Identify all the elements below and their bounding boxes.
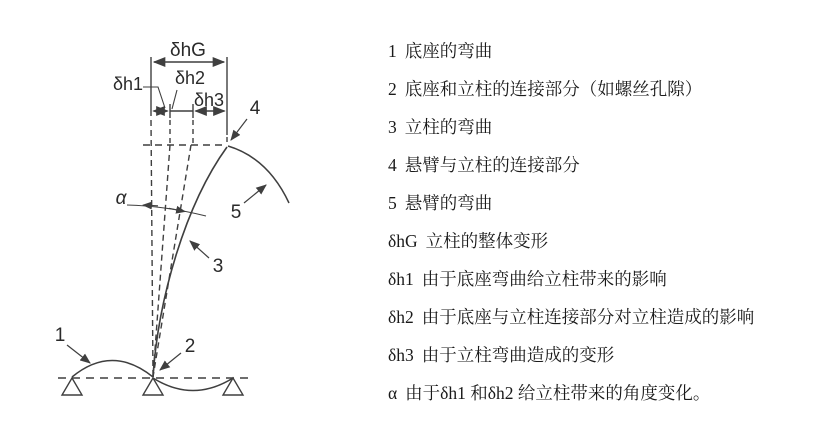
legend-item-dh2 [388, 298, 814, 336]
callout-arrow-3 [190, 241, 209, 258]
base-bend-curve-left [72, 361, 153, 378]
legend-symbol: 2 [388, 79, 397, 99]
legend-text: 由于立柱弯曲造成的变形 [421, 345, 615, 365]
legend-item-4 [388, 146, 814, 184]
legend-text: 底座的弯曲 [404, 41, 493, 61]
support-triangle-right [223, 378, 243, 395]
alpha-arrow-left [143, 205, 158, 206]
legend-text: 底座和立柱的连接部分（如螺丝孔隙） [404, 79, 703, 99]
legend-text: 悬臂的弯曲 [404, 193, 493, 213]
extension-line-left-dashed [151, 120, 153, 377]
legend-symbol: 3 [388, 117, 397, 137]
legend-item-3 [388, 108, 814, 146]
dh1-leader-line [143, 87, 165, 108]
part-label-5: 5 [230, 202, 242, 223]
legend-panel [375, 0, 822, 438]
callout-arrow-4 [231, 119, 247, 140]
legend-item-5 [388, 184, 814, 222]
alpha-label: α [115, 188, 127, 209]
callout-arrow-1 [67, 345, 90, 363]
part-label-3: 3 [212, 256, 224, 277]
support-triangle-left [62, 378, 82, 395]
legend-item-dh1 [388, 260, 814, 298]
base-bend-curve-right [153, 378, 233, 391]
arm-deflection-arc [228, 146, 289, 203]
diagram-svg [0, 0, 375, 438]
part-label-1: 1 [54, 325, 66, 346]
legend-symbol: α [388, 383, 398, 403]
legend-text: 由于δh1 和δh2 给立柱带来的角度变化。 [405, 383, 711, 403]
legend-item-dh3 [388, 336, 814, 374]
part-label-4: 4 [249, 98, 261, 119]
dh2-label: δh2 [174, 68, 206, 88]
legend-symbol: δh1 [388, 269, 414, 289]
callout-arrow-5 [244, 185, 266, 203]
support-triangle-center [143, 378, 163, 395]
legend-symbol: 1 [388, 41, 397, 61]
legend-symbol: δh3 [388, 345, 414, 365]
column-deformation-diagram [0, 0, 375, 438]
legend-symbol: δh2 [388, 307, 414, 327]
legend-text: 立柱的弯曲 [404, 117, 493, 137]
part-label-2: 2 [184, 336, 196, 357]
legend-item-alpha [388, 374, 814, 412]
legend-text: 由于底座弯曲给立柱带来的影响 [421, 269, 667, 289]
alpha-arrow-right [169, 208, 185, 211]
legend-item-1 [388, 32, 814, 70]
legend-text: 立柱的整体变形 [425, 231, 549, 251]
legend-item-dhG [388, 222, 814, 260]
tilted-axis-dh1 [153, 145, 170, 377]
callout-arrow-2 [160, 353, 181, 370]
legend-symbol: 4 [388, 155, 397, 175]
legend-text: 由于底座与立柱连接部分对立柱造成的影响 [421, 307, 755, 327]
legend-item-2 [388, 70, 814, 108]
legend-symbol: δhG [388, 231, 418, 251]
legend-text: 悬臂与立柱的连接部分 [404, 155, 580, 175]
dhG-label: δhG [170, 40, 206, 61]
dh1-label: δh1 [112, 74, 144, 94]
dh2-leader-line [172, 90, 177, 109]
legend-symbol: 5 [388, 193, 397, 213]
dh3-label: δh3 [193, 90, 225, 110]
